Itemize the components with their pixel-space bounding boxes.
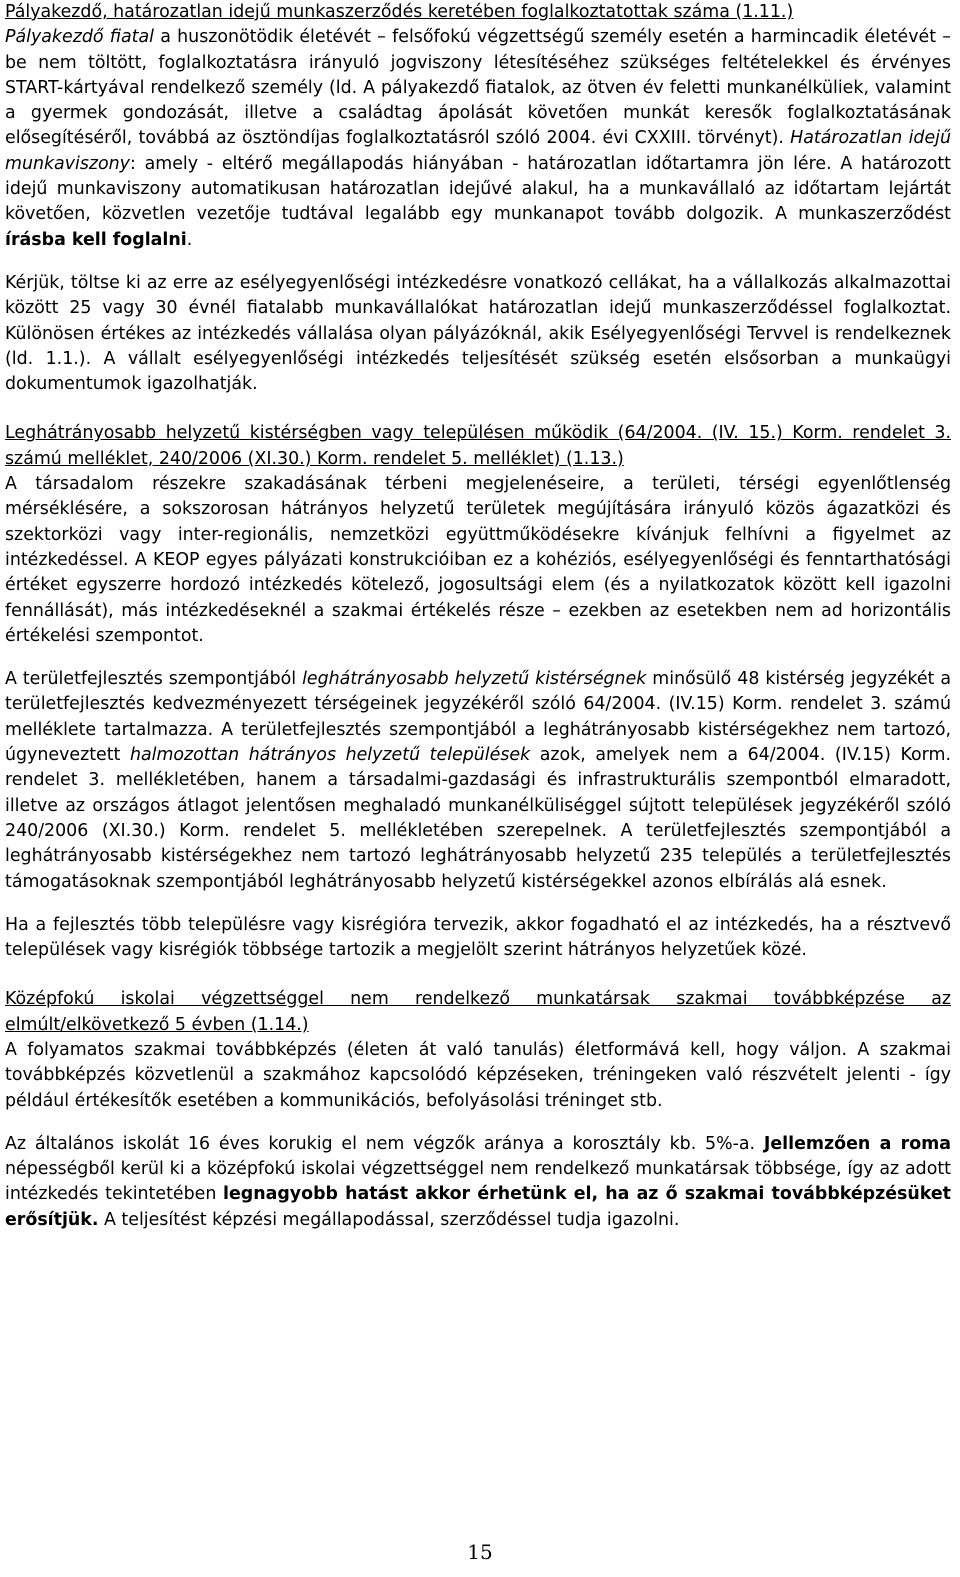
text-run: .	[186, 229, 193, 250]
term-pályakezdő-fiatal: Pályakezdő fiatal	[5, 27, 154, 48]
paragraph-területfejlesztés	[5, 667, 951, 895]
text-run: népességből kerül ki a középfokú iskolai végzettséggel nem rendelkező munkatársak többsége, így az adott intézkedés tekintetében	[5, 1159, 951, 1205]
paragraph-roma	[5, 1132, 951, 1233]
emphasis-jellemzően: Jellemzően a roma	[763, 1133, 952, 1154]
heading-pályakezdő: Pályakezdő, határozatlan idejű munkaszerződés keretében foglalkoztatottak száma (1.11.)	[5, 2, 794, 22]
emphasis-írásba: írásba kell foglalni	[5, 229, 187, 250]
paragraph-instructions: Kérjük, töltse ki az erre az esélyegyenlőségi intézkedésre vonatkozó cellákat, ha a vállalkozás alkalmazottai között 25 vagy 30 évnél fiatalabb munkavállalókat határozatlan idejű munkaszerződéssel foglalkoztat. Különösen értékes az intézkedés vállalása olyan pályázóknál, akik Esélyegyenlőségi Tervvel is rendelkeznek (ld. 1.1.). A vállalt esélyegyenlőségi intézkedés teljesítését szükség esetén elsősorban a munkaügyi dokumentumok igazolhatják.	[5, 272, 951, 395]
document-page	[5, 0, 951, 1233]
text-run: A területfejlesztés szempontjából	[5, 669, 303, 690]
term-leghátrányosabb-kistérség: leghátrányosabb helyzetű kistérségnek	[302, 669, 647, 690]
emphasis-legnagyobb-hatás: legnagyobb hatást akkor érhetünk el, ha az ő szakmai továbbképzésüket erősítjük.	[5, 1184, 951, 1230]
text-run: Az általános iskolát 16 éves korukig el nem végzők aránya a korosztály kb. 5%-a.	[5, 1133, 764, 1154]
text-run: a huszonötödik életévét – felsőfokú végzettségű személy esetén a harmincadik életévét – be nem töltött, foglalkoztatásra irányuló jogviszony létesítéséhez szükséges feltételekkel és érvényes START-kártyával rendelkező személy (ld. A pályakezdő fiatalok, az ötven év feletti munkanélküliek, valamint a gyermek gondozását, illetve a családtag ápolását követően munkát keresők foglalkoztatásának elősegítéséről, továbbá az ösztöndíjas foglalkoztatásról szóló 2004. évi CXXIII. törvényt).	[5, 27, 951, 149]
paragraph-társadalom: A társadalom részekre szakadásának térbeni megjelenéseire, a területi, térségi egyenlőtlenség mérséklésére, a sokszorosan hátrányos helyzetű területek megújítására irányuló közös ágazatközi és szektorközi vagy inter-regionális, nemzetközi együttműködésekre kívánjuk felhívni a figyelmet az intézkedéssel. A KEOP egyes pályázati konstrukcióiban ez a kohéziós, esélyegyenlőségi és fenntarthatósági értéket egyszerre hordozó intézkedés kötelező, jogosultsági elem (és a nyilatkozatok között kell igazolni fennállását), más intézkedéseknél a szakmai értékelés része – ezekben az esetekben nem ad horizontális értékelési szempontot.	[5, 474, 951, 646]
text-run: : amely - eltérő megállapodás hiányában - határozatlan időtartamra jön lére. A határozott idejű munkaviszony automatikusan határozatlan idejűvé alakul, ha a munkavállaló az időtartam lejártát követően, közvetlen vezetője tudtával legalább egy munkanapot tovább dolgozik. A munkaszerződést	[5, 153, 951, 225]
text-run: azok, amelyek nem a 64/2004. (IV.15) Korm. rendelet 3. mellékletében, hanem a társadalmi-gazdasági és infrastrukturális szempontból elmaradott, illetve az országos átlagot jelentősen meghaladó munkanélküliséggel sújtott települések jegyzékéről szóló 240/2006 (XI.30.) Korm. rendelet 5. mellékletében szerepelnek. A területfejlesztés szempontjából a leghátrányosabb kistérségekhez nem tartozó leghátrányosabb helyzetű 235 település a területfejlesztés támogatásoknak szempontjából leghátrányosabb helyzetű kistérségekkel azonos elbírálás alá esnek.	[5, 745, 951, 892]
paragraph-továbbképzés: A folyamatos szakmai továbbképzés (életen át való tanulás) életformává kell, hogy váljon. A szakmai továbbképzés közvetlenül a szakmához kapcsolódó képzéseken, tréningeken való részvételt jelenti - így például értékesítők esetében a kommunikációs, befolyásolási tréninget stb.	[5, 1039, 951, 1111]
page-number: 15	[467, 1540, 493, 1564]
term-határozatlan-munkaviszony: Határozatlan idejű munkaviszony	[5, 128, 951, 174]
heading-középfokú: Középfokú iskolai végzettséggel nem rendelkező munkatársak szakmai továbbképzése az elmúlt/elkövetkező 5 évben (1.14.)	[5, 989, 951, 1035]
paragraph-fejlesztés: Ha a fejlesztés több településre vagy kisrégióra tervezik, akkor fogadható el az intézkedés, ha a résztvevő települések vagy kisrégiók többsége tartozik a megjelölt szerint hátrányos helyzetűek közé.	[5, 914, 951, 961]
paragraph-pályakezdő-definition	[5, 25, 951, 253]
term-halmozottan-hátrányos: halmozottan hátrányos helyzetű települések	[129, 745, 531, 766]
text-run: minősülő 48 kistérség jegyzékét a területfejlesztés kedvezményezett térségeinek jegyzékéről szóló 64/2004. (IV.15) Korm. rendelet 3. számú melléklete tartalmazza. A területfejlesztés szempontjából a leghátrányosabb kistérségekhez nem tartozó, úgyneveztett	[5, 669, 951, 766]
text-run: A teljesítést képzési megállapodással, szerződéssel tudja igazolni.	[98, 1209, 680, 1230]
heading-leghátrányosabb: Leghátrányosabb helyzetű kistérségben vagy településen működik (64/2004. (IV. 15.) Korm. rendelet 3. számú melléklet, 240/2006 (XI.30.) Korm. rendelet 5. melléklet) (1.13.)	[5, 423, 951, 469]
